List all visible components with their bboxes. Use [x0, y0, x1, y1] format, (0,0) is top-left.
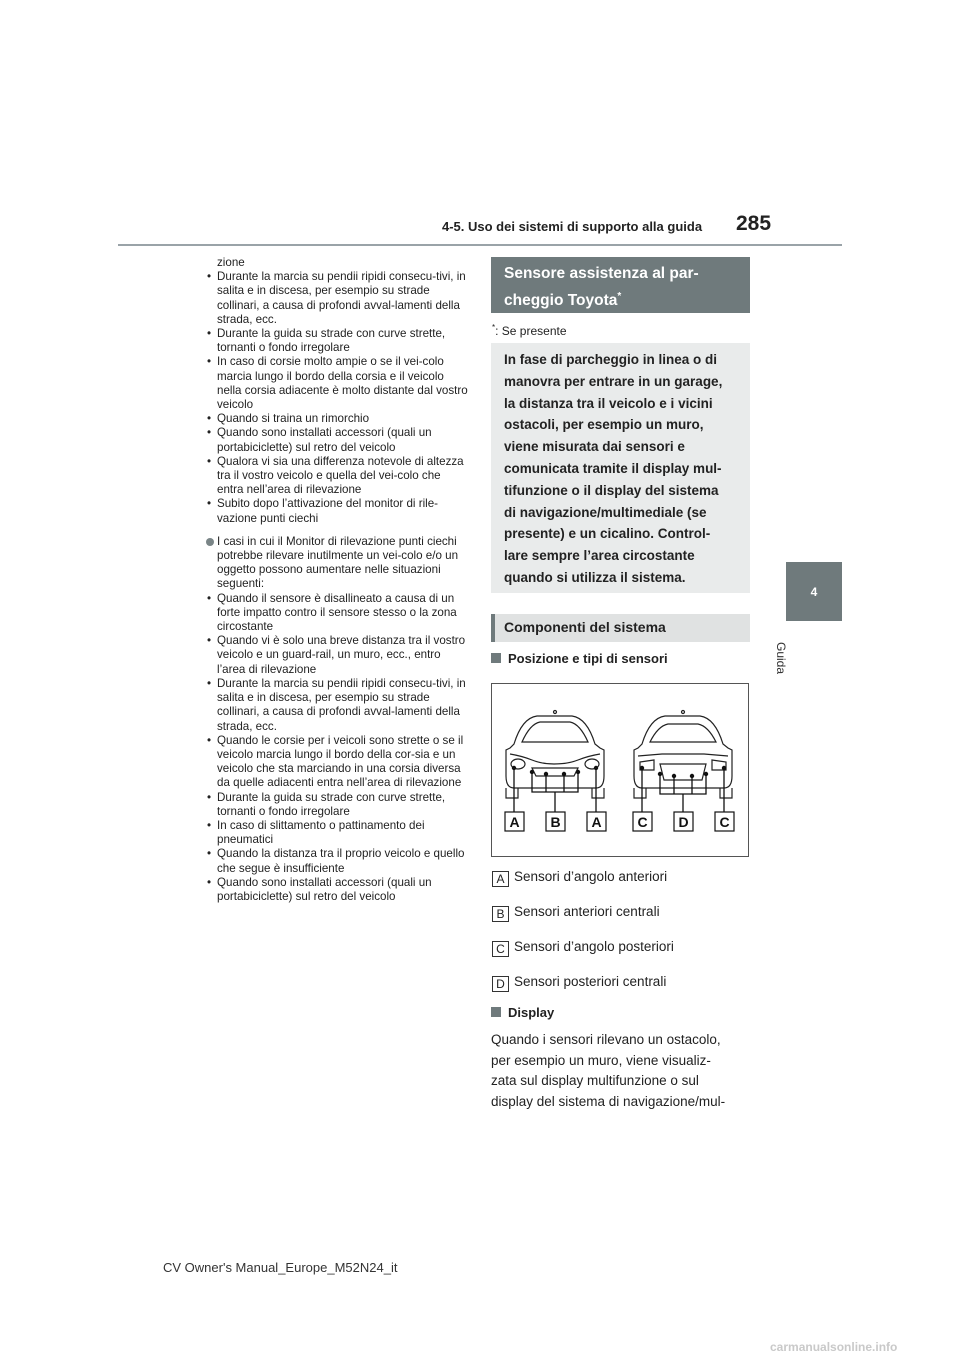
list-item: • Qualora vi sia una differenza notevole di altezza tra il vostro veicolo e quella del vei-colo che entra nell’area di rilevazione	[206, 455, 468, 498]
section-title: 4-5. Uso dei sistemi di supporto alla guida	[442, 219, 703, 234]
display-line: display del sistema di navigazione/mul-	[491, 1093, 726, 1109]
footnote	[492, 323, 567, 338]
list-item: • In caso di slittamento o pattinamento dei pneumatici	[206, 819, 468, 847]
display-line: zata sul display multifunzione o sul	[491, 1073, 699, 1088]
list-item: • Quando vi è solo una breve distanza tra il vostro veicolo e un guard-rail, un muro, ecc., entro l’area di rilevazione	[206, 634, 468, 677]
footnote-text: : Se presente	[495, 324, 567, 338]
intro-line: ostacoli, per esempio un muro,	[504, 417, 704, 433]
note-paragraph	[206, 535, 468, 592]
intro-line: comunicata tramite il display mul-	[504, 460, 722, 476]
section-heading-components: Componenti del sistema	[491, 614, 750, 642]
heading-line-2: cheggio Toyota*	[504, 291, 622, 310]
list-item: • Quando la distanza tra il proprio veicolo e quello che segue è insufficiente	[206, 847, 468, 875]
legend-text: Sensori d’angolo anteriori	[514, 869, 668, 884]
intro-line: manovra per entrare in un garage,	[504, 373, 723, 389]
intro-line: quando si utilizza il sistema.	[504, 569, 686, 585]
asterisk-mark: *	[617, 291, 622, 302]
subheading-display: Display	[491, 1005, 554, 1020]
watermark: carmanualsonline.info	[770, 1340, 898, 1354]
sensor-diagram	[491, 683, 749, 857]
list-item: • Quando il sensore è disallineato a causa di un forte impatto contro il sensore stesso o la zona circostante	[206, 592, 468, 635]
figure-label-a-right: A	[591, 814, 602, 830]
legend-item-d	[492, 974, 666, 992]
figure-label-b: B	[550, 814, 561, 830]
legend-item-a	[492, 869, 667, 887]
list-item: • Quando le corsie per i veicoli sono strette o se il veicolo marcia lungo il bordo della cor-sia e un veicolo che sta marciando in una corsia diversa da quelle adiacenti entra nell’area di rilevazione	[206, 734, 468, 791]
list-item: • Subito dopo l’attivazione del monitor di rile-vazione punti ciechi	[206, 497, 468, 525]
legend-key: A	[492, 871, 509, 887]
intro-line: In fase di parcheggio in linea o di	[504, 352, 718, 367]
subheading-sensor-positions: Posizione e tipi di sensori	[491, 651, 668, 666]
car-illustration	[492, 684, 748, 856]
list-item: • Quando sono installati accessori (quali un portabiciclette) sul retro del veicolo	[206, 876, 468, 904]
figure-label-a-left: A	[509, 814, 520, 830]
left-column	[206, 256, 468, 904]
square-bullet-icon	[491, 1007, 501, 1017]
intro-box	[491, 343, 750, 593]
intro-line: la distanza tra il veicolo e i vicini	[504, 395, 713, 411]
conditions-list-2	[206, 592, 468, 904]
display-line: Quando i sensori rilevano un ostacolo,	[491, 1032, 721, 1047]
intro-line: presente) e un cicalino. Control-	[504, 526, 711, 542]
intro-line: tifunzione o il display del sistema	[504, 482, 719, 498]
note-bullet-icon	[206, 538, 214, 546]
list-item: • Quando si traina un rimorchio	[206, 412, 468, 426]
chapter-number: 4	[810, 584, 818, 599]
chapter-tab	[786, 562, 842, 621]
intro-line: viene misurata dai sensori e	[504, 439, 685, 455]
legend-key: B	[492, 906, 509, 922]
legend-text: Sensori d’angolo posteriori	[514, 939, 674, 954]
chapter-label-wrapper	[774, 642, 808, 702]
note-text: I casi in cui il Monitor di rilevazione punti ciechi potrebbe rilevare inutilmente un vei-colo e/o un oggetto possono aumentare nelle situazioni seguenti:	[217, 534, 459, 591]
intro-line: lare sempre l’area circostante	[504, 548, 695, 564]
legend-item-c	[492, 939, 674, 957]
chapter-label: Guida	[774, 642, 788, 675]
figure-label-c-left: C	[637, 814, 648, 830]
legend-key: D	[492, 976, 509, 992]
list-item: • Durante la marcia su pendii ripidi consecu-tivi, in salita e in discesa, per esempio su strade collinari, a causa di profondi avval-lamenti della strada, ecc.	[206, 677, 468, 734]
continuation-text: zione	[217, 256, 245, 269]
display-paragraph	[491, 1030, 753, 1112]
figure-label-d: D	[678, 814, 689, 830]
legend-text: Sensori posteriori centrali	[514, 974, 667, 989]
section-heading-parking-sensor	[491, 257, 750, 313]
legend-key: C	[492, 941, 509, 957]
intro-line: di navigazione/multimediale (se	[504, 504, 707, 520]
page-number: 285	[736, 212, 772, 235]
list-item: • Durante la marcia su pendii ripidi consecu-tivi, in salita e in discesa, per esempio su strade collinari, a causa di profondi avval-lamenti della strada, ecc.	[206, 270, 468, 327]
footnote-mark: *	[492, 323, 496, 332]
figure-label-c-right: C	[719, 814, 730, 830]
legend-item-b	[492, 904, 660, 922]
list-item: • In caso di corsie molto ampie o se il vei-colo marcia lungo il bordo della corsia e il veicolo nella corsia adiacente è molto distante dal vostro veicolo	[206, 355, 468, 412]
list-item: • Durante la guida su strade con curve strette, tornanti o fondo irregolare	[206, 791, 468, 819]
list-item: • Quando sono installati accessori (quali un portabiciclette) sul retro del veicolo	[206, 426, 468, 454]
heading-line-1: Sensore assistenza al par-	[504, 265, 699, 282]
header-divider	[118, 244, 842, 246]
display-line: per esempio un muro, viene visualiz-	[491, 1052, 711, 1068]
list-item: • Durante la guida su strade con curve strette, tornanti o fondo irregolare	[206, 327, 468, 355]
manual-footer: CV Owner's Manual_Europe_M52N24_it	[163, 1260, 398, 1275]
legend-text: Sensori anteriori centrali	[514, 904, 660, 919]
conditions-list-1	[206, 270, 468, 526]
square-bullet-icon	[491, 653, 501, 663]
